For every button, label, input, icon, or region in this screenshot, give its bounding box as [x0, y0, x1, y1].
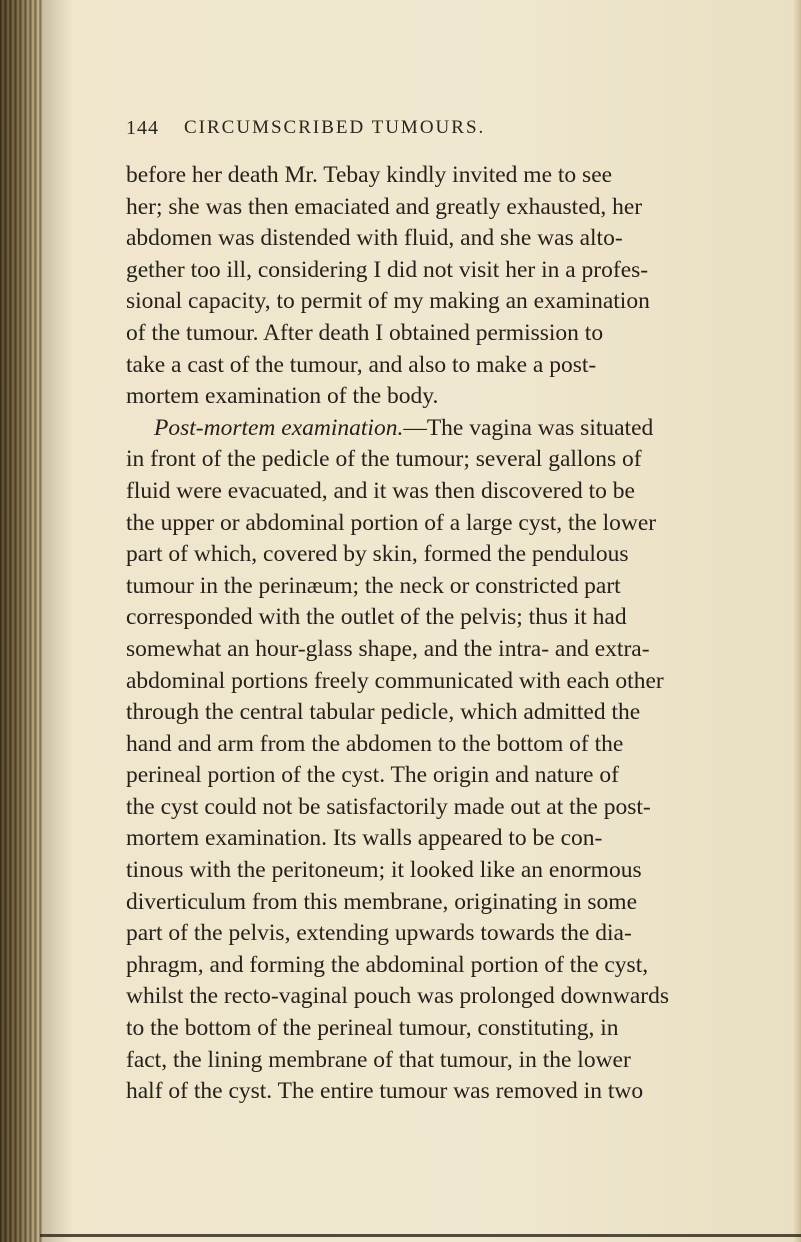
text-line: abdominal portions freely communicated with each other [126, 667, 664, 694]
text-line: tumour in the perinæum; the neck or constricted part [126, 572, 621, 599]
text-line: somewhat an hour-glass shape, and the intra- and extra- [126, 635, 650, 662]
text-line: the upper or abdominal portion of a large cyst, the lower [126, 509, 657, 536]
text-line: sional capacity, to permit of my making an examination [126, 288, 650, 315]
text-line: part of which, covered by skin, formed the pendulous [126, 541, 629, 568]
section-first-line [126, 413, 766, 445]
text-line: diverticulum from this membrane, originating in some [126, 888, 638, 915]
text-line: corresponded with the outlet of the pelvis; thus it had [126, 604, 627, 631]
text-line: the cyst could not be satisfactorily made out at the post- [126, 793, 651, 820]
page-header [126, 117, 686, 141]
text-line: of the tumour. After death I obtained permission to [126, 319, 604, 346]
text-line: abdomen was distended with fluid, and she was alto- [126, 225, 623, 252]
text-line: phragm, and forming the abdominal portion of the cyst, [126, 951, 649, 978]
book-binding-gutter [0, 0, 42, 1242]
text-line: in front of the pedicle of the tumour; several gallons of [126, 446, 642, 473]
text-line: through the central tabular pedicle, which admitted the [126, 699, 641, 726]
text-line: mortem examination of the body. [126, 383, 439, 410]
text-line: half of the cyst. The entire tumour was removed in two [126, 1078, 644, 1105]
text-line: take a cast of the tumour, and also to make a post- [126, 351, 597, 378]
text-line: tinous with the peritoneum; it looked like an enormous [126, 857, 642, 884]
section-first-line-text: —The vagina was situated [403, 414, 654, 441]
gutter-shadow [42, 0, 72, 1242]
text-line: part of the pelvis, extending upwards towards the dia- [126, 920, 632, 947]
text-line: fluid were evacuated, and it was then discovered to be [126, 477, 635, 504]
section-heading: Post-mortem examination. [154, 414, 404, 441]
text-line: gether too ill, considering I did not visit her in a profes- [126, 256, 649, 283]
body-text [126, 160, 766, 1108]
text-line: fact, the lining membrane of that tumour, in the lower [126, 1046, 631, 1073]
page-bottom-rule [40, 1234, 801, 1237]
text-line: to the bottom of the perineal tumour, constituting, in [126, 1015, 619, 1042]
text-line: before her death Mr. Tebay kindly invited me to see [126, 162, 613, 188]
text-line: perineal portion of the cyst. The origin and nature of [126, 762, 619, 789]
page-number: 144 [126, 117, 159, 139]
text-line: whilst the recto-vaginal pouch was prolonged downwards [126, 983, 669, 1010]
page-edge [793, 0, 801, 1242]
text-line: hand and arm from the abdomen to the bottom of the [126, 730, 624, 757]
text-line: her; she was then emaciated and greatly exhausted, her [126, 193, 643, 220]
running-head: CIRCUMSCRIBED TUMOURS. [184, 117, 486, 138]
text-line: mortem examination. Its walls appeared to be con- [126, 825, 603, 852]
